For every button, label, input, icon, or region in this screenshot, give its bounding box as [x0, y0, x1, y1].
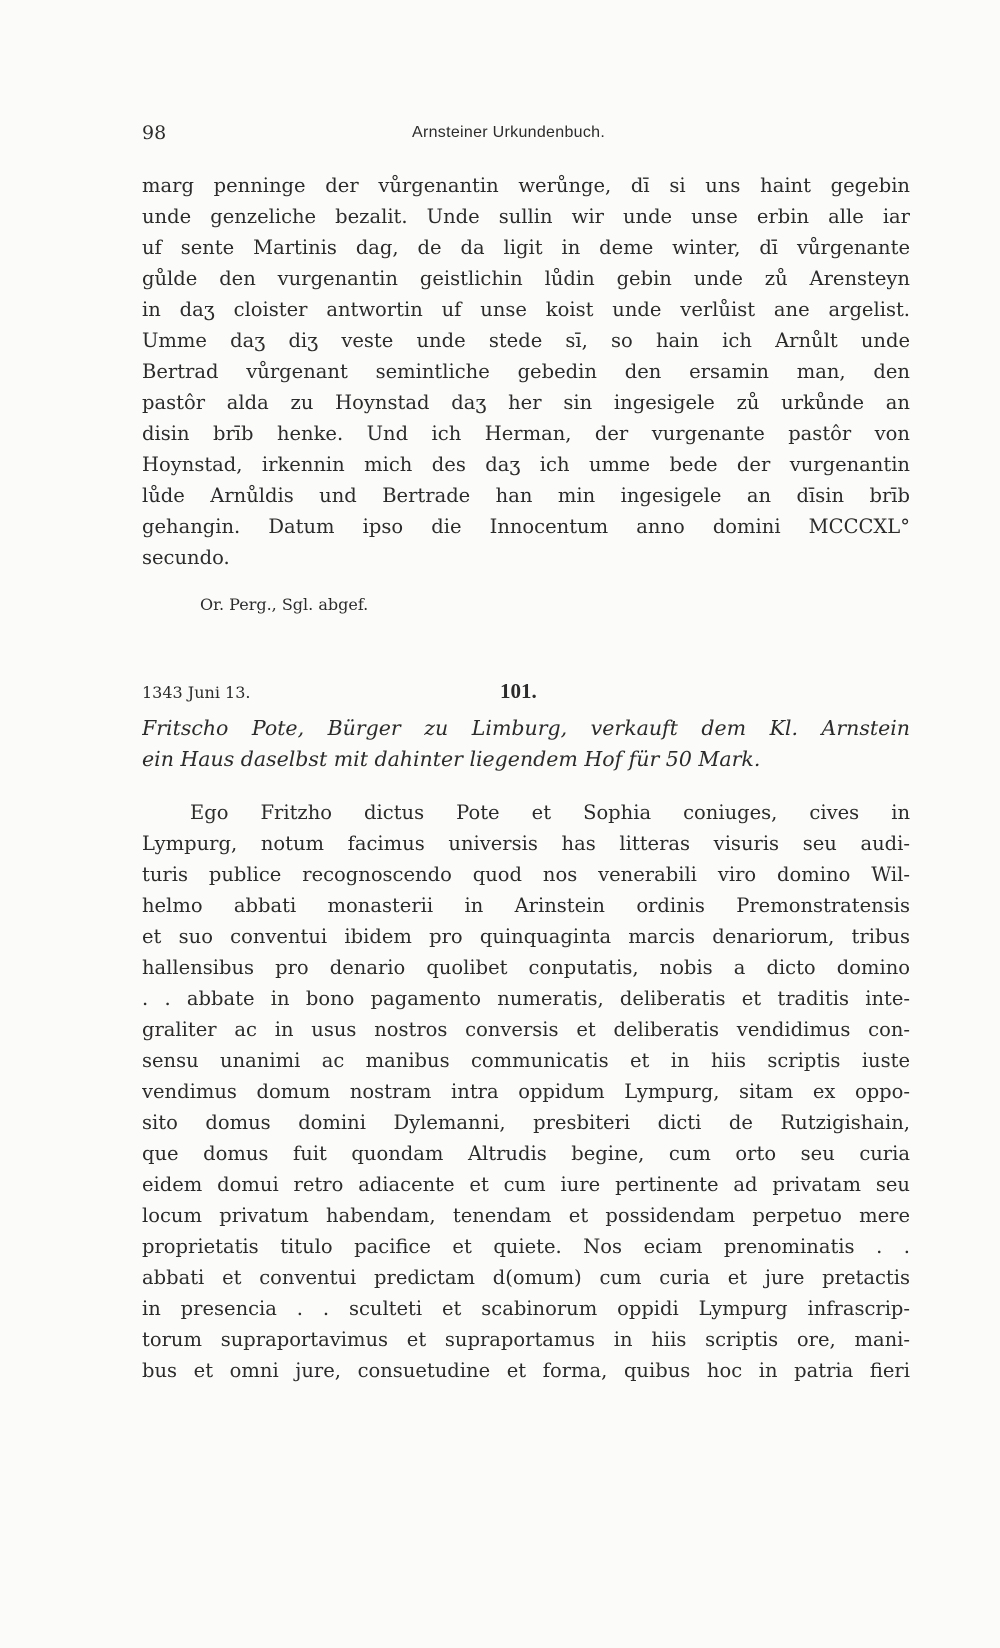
text-line: sensu unanimi ac manibus communicatis et in hiis scriptis iuste [142, 1049, 910, 1072]
text-line: Hoynstad, irkennin mich des daʒ ich umme bede der vurgenantin [142, 453, 910, 476]
text-line: in daʒ cloister antwortin uf unse koist unde verlůist ane argelist. [142, 298, 910, 321]
running-title: Arnsteiner Urkundenbuch. [412, 124, 606, 141]
text-line: disin brīb henke. Und ich Herman, der vurgenante pastôr von [142, 422, 910, 445]
text-line: in presencia . . sculteti et scabinorum oppidi Lympurg infrascrip- [142, 1297, 910, 1320]
source-note: Or. Perg., Sgl. abgef. [200, 595, 369, 614]
text-line: locum privatum habendam, tenendam et possidendam perpetuo mere [142, 1204, 910, 1227]
text-line: Lympurg, notum facimus universis has litteras visuris seu audi- [142, 832, 910, 855]
text-line: Umme daʒ diʒ veste unde stede sī, so hain ich Arnůlt unde [142, 329, 910, 352]
summary-line: ein Haus daselbst mit dahinter liegendem Hof für 50 Mark. [142, 747, 761, 771]
text-line: . . abbate in bono pagamento numeratis, deliberatis et traditis inte- [142, 987, 910, 1010]
text-line: que domus fuit quondam Altrudis begine, cum orto seu curia [142, 1142, 910, 1165]
text-line: uf sente Martinis dag, de da ligit in deme winter, dī vůrgenante [142, 236, 910, 259]
text-line: sito domus domini Dylemanni, presbiteri dicti de Rutzigishain, [142, 1111, 910, 1134]
text-line: pastôr alda zu Hoynstad daʒ her sin ingesigele zů urkůnde an [142, 391, 910, 414]
text-line: hallensibus pro denario quolibet conputatis, nobis a dicto domino [142, 956, 910, 979]
text-line: lůde Arnůldis und Bertrade han min ingesigele an dīsin brīb [142, 484, 910, 507]
summary-line: Fritscho Pote, Bürger zu Limburg, verkauft dem Kl. Arnstein [142, 716, 910, 740]
text-line: graliter ac in usus nostros conversis et deliberatis vendidimus con- [142, 1018, 910, 1041]
text-line: Bertrad vůrgenant semintliche gebedin den ersamin man, den [142, 360, 910, 383]
text-line: secundo. [142, 546, 230, 569]
document-date: 1343 Juni 13. [142, 683, 251, 702]
page-number: 98 [142, 122, 167, 144]
text-line: eidem domui retro adiacente et cum iure pertinente ad privatam seu [142, 1173, 910, 1196]
text-line: Ego Fritzho dictus Pote et Sophia coniuges, cives in [190, 801, 910, 824]
text-line: gůlde den vurgenantin geistlichin lůdin gebin unde zů Arensteyn [142, 267, 910, 290]
text-line: turis publice recognoscendo quod nos venerabili viro domino Wil- [142, 863, 910, 886]
document-number: 101. [500, 679, 537, 703]
text-line: abbati et conventui predictam d(omum) cum curia et jure pretactis [142, 1266, 910, 1289]
text-line: proprietatis titulo pacifice et quiete. Nos eciam prenominatis . . [142, 1235, 910, 1258]
text-line: bus et omni jure, consuetudine et forma, quibus hoc in patria fieri [142, 1359, 910, 1382]
running-head [142, 122, 910, 154]
text-line: et suo conventui ibidem pro quinquaginta marcis denariorum, tribus [142, 925, 910, 948]
text-line: helmo abbati monasterii in Arinstein ordinis Premonstratensis [142, 894, 910, 917]
text-line: vendimus domum nostram intra oppidum Lympurg, sitam ex oppo- [142, 1080, 910, 1103]
text-line: gehangin. Datum ipso die Innocentum anno domini MCCCXL° [142, 515, 910, 538]
text-line: torum supraportavimus et supraportamus in hiis scriptis ore, mani- [142, 1328, 910, 1351]
text-line: marg penninge der vůrgenantin werůnge, dī si uns haint gegebin [142, 174, 910, 197]
text-line: unde genzeliche bezalit. Unde sullin wir unde unse erbin alle iar [142, 205, 910, 228]
